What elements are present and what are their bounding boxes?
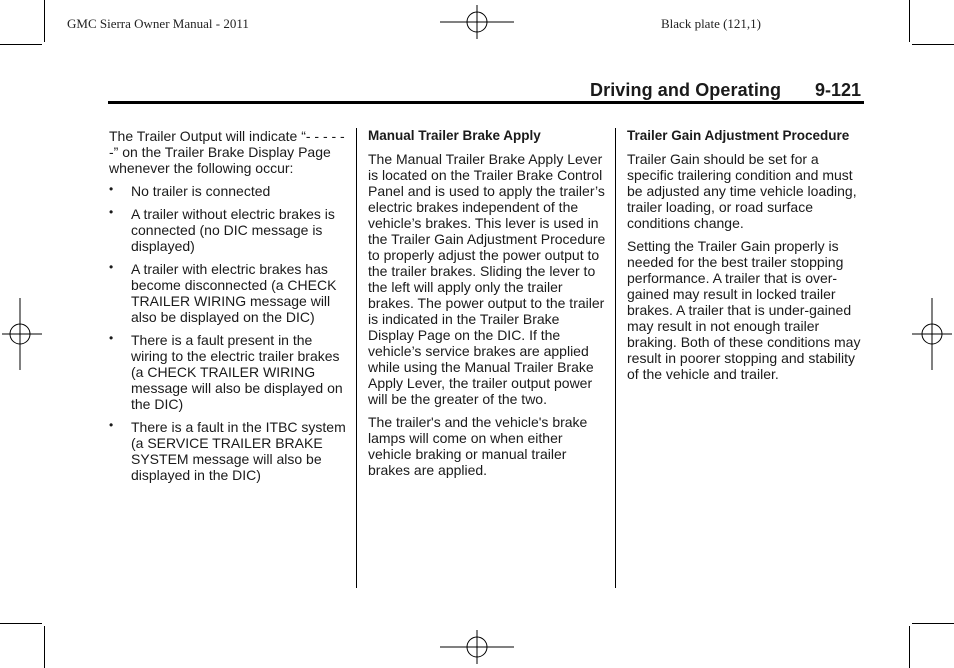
section-heading: Manual Trailer Brake Apply xyxy=(368,128,541,143)
column-divider xyxy=(356,128,357,588)
crop-mark xyxy=(0,44,42,45)
column-2 xyxy=(368,128,608,485)
bullet-icon: • xyxy=(109,418,114,432)
plate-manual-name: GMC Sierra Owner Manual - 2011 xyxy=(67,16,249,31)
body-paragraph: Trailer Gain should be set for a specific trailering condition and must be adjusted any time vehicle loading, trailer loading, or road surface conditions change. xyxy=(627,151,857,231)
condition-list xyxy=(109,183,349,483)
crop-mark xyxy=(44,626,45,668)
registration-mark-icon xyxy=(2,298,42,370)
registration-mark-icon xyxy=(440,630,514,664)
crop-mark xyxy=(44,0,45,42)
list-item: • There is a fault present in the wiring to the electric trailer brakes (a CHECK TRAILER WIRING message will also be displayed on the DIC) xyxy=(109,331,343,412)
bullet-icon: • xyxy=(109,205,114,219)
list-item: • A trailer without electric brakes is connected (no DIC message is displayed) xyxy=(109,205,335,254)
body-paragraph: Setting the Trailer Gain properly is needed for the best trailer stopping performance. A trailer that is over-gained may result in locked trailer brakes. A trailer that is under-gained may result in not enough trailer braking. Both of these conditions may result in poorer stopping and stability of the vehicle and trailer. xyxy=(627,238,861,382)
list-item: • There is a fault in the ITBC system (a SERVICE TRAILER BRAKE SYSTEM message will also be displayed in the DIC) xyxy=(109,418,346,483)
bullet-icon: • xyxy=(109,260,114,274)
body-paragraph: The Manual Trailer Brake Apply Lever is located on the Trailer Brake Control Panel and is used to apply the trailer’s electric brakes independent of the vehicle’s brakes. This lever is used in the Trailer Gain Adjustment Procedure to properly adjust the power output to the trailer brakes. Sliding the lever to the left will apply only the trailer brakes. The power output to the trailer is indicated in the Trailer Brake Display Page on the DIC. If the vehicle’s service brakes are applied while using the Manual Trailer Brake Apply Lever, the trailer output power will be the greater of the two. xyxy=(368,151,606,407)
column-divider xyxy=(615,128,616,588)
page-number: 9-121 xyxy=(815,80,862,100)
plate-number: Black plate (121,1) xyxy=(661,16,761,31)
crop-mark xyxy=(909,626,910,668)
section-heading: Trailer Gain Adjustment Procedure xyxy=(627,128,850,143)
registration-mark-icon xyxy=(440,5,514,39)
header-rule xyxy=(108,101,864,104)
intro-paragraph: The Trailer Output will indicate “- - - - - -” on the Trailer Brake Display Page whenever the following occur: xyxy=(109,128,345,176)
crop-mark xyxy=(912,44,954,45)
column-3 xyxy=(627,128,867,389)
section-title: Driving and Operating xyxy=(590,80,782,100)
crop-mark xyxy=(909,0,910,42)
registration-mark-icon xyxy=(912,298,952,370)
crop-mark xyxy=(0,623,42,624)
body-paragraph: The trailer's and the vehicle's brake lamps will come on when either vehicle braking or manual trailer brakes are applied. xyxy=(368,414,588,478)
list-item: • No trailer is connected xyxy=(109,182,271,199)
list-item: • A trailer with electric brakes has become disconnected (a CHECK TRAILER WIRING message will also be displayed on the DIC) xyxy=(109,260,337,325)
column-1 xyxy=(109,128,349,490)
crop-mark xyxy=(912,623,954,624)
bullet-icon: • xyxy=(109,331,114,345)
bullet-icon: • xyxy=(109,182,114,196)
